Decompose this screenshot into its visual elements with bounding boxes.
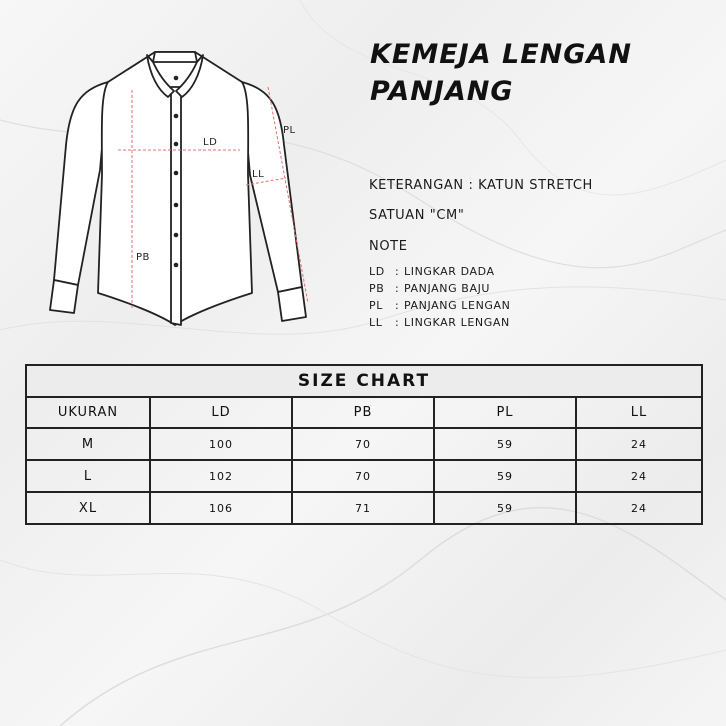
table-row <box>26 428 702 460</box>
size-chart-table <box>25 364 703 525</box>
header-pl: PL <box>434 397 576 428</box>
shirt-diagram <box>40 35 330 335</box>
pl-cell: 59 <box>434 428 576 460</box>
title-line-2: PANJANG <box>370 76 514 107</box>
size-cell: M <box>26 428 150 460</box>
note-item: LD : LINGKAR DADA <box>369 265 495 278</box>
size-cell: XL <box>26 492 150 524</box>
note-list <box>369 265 511 333</box>
material-info: KETERANGAN : KATUN STRETCH <box>369 178 593 193</box>
pb-cell: 70 <box>292 460 434 492</box>
collar-band <box>153 52 197 62</box>
pb-cell: 71 <box>292 492 434 524</box>
unit-info: SATUAN "CM" <box>369 208 465 223</box>
pb-cell: 70 <box>292 428 434 460</box>
ld-cell: 106 <box>150 492 292 524</box>
ld-label: LD <box>203 137 218 148</box>
note-item: LL : LINGKAR LENGAN <box>369 316 510 329</box>
table-header-row <box>26 397 702 428</box>
note-item: PL : PANJANG LENGAN <box>369 299 511 312</box>
title-line-1: KEMEJA LENGAN <box>370 39 632 70</box>
pl-label: PL <box>283 125 296 136</box>
product-title <box>370 36 690 110</box>
left-cuff <box>50 280 78 313</box>
pl-cell: 59 <box>434 460 576 492</box>
header-pb: PB <box>292 397 434 428</box>
table-row <box>26 460 702 492</box>
ll-label: LL <box>252 169 265 180</box>
table-row <box>26 492 702 524</box>
header-ll: LL <box>576 397 702 428</box>
header-ld: LD <box>150 397 292 428</box>
header-ukuran: UKURAN <box>26 397 150 428</box>
ld-cell: 102 <box>150 460 292 492</box>
ld-cell: 100 <box>150 428 292 460</box>
pl-cell: 59 <box>434 492 576 524</box>
ll-cell: 24 <box>576 492 702 524</box>
ll-cell: 24 <box>576 460 702 492</box>
pb-label: PB <box>136 252 150 263</box>
note-item: PB : PANJANG BAJU <box>369 282 491 295</box>
note-heading: NOTE <box>369 239 408 254</box>
size-cell: L <box>26 460 150 492</box>
size-chart-caption: SIZE CHART <box>26 365 702 397</box>
ll-cell: 24 <box>576 428 702 460</box>
right-cuff <box>278 287 306 321</box>
